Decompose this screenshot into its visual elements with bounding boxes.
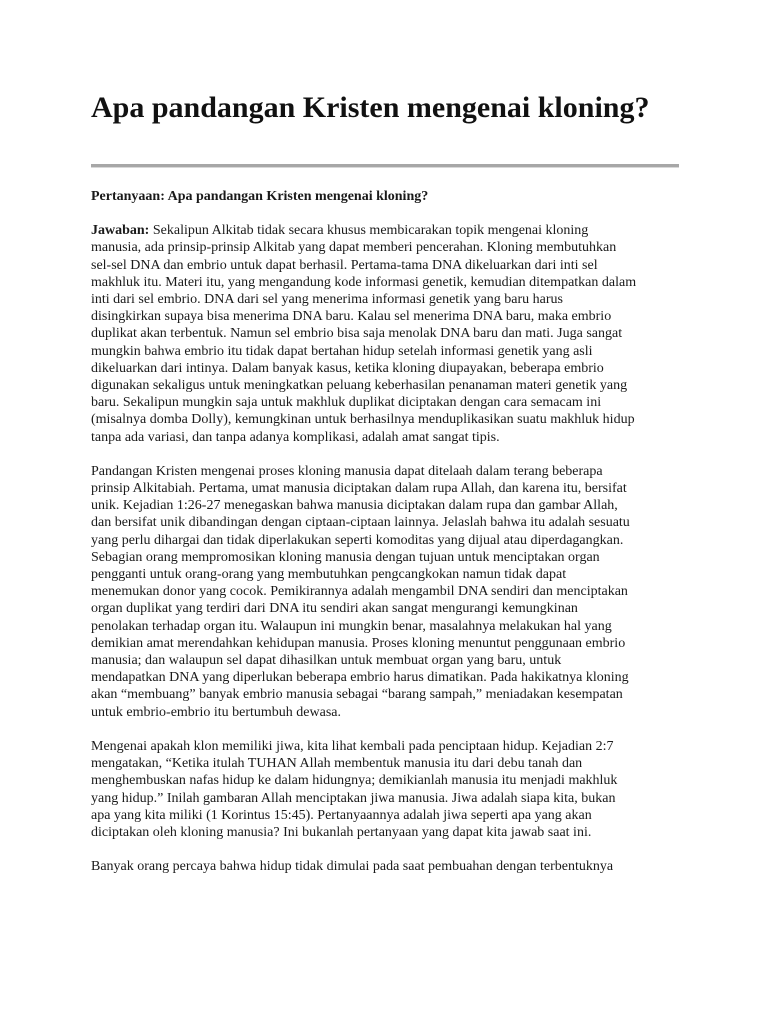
paragraph-line: pengganti untuk orang-orang yang membutuhkan pengcangkokan namun tidak dapat xyxy=(91,567,567,583)
paragraph-line: makhluk itu. Materi itu, yang mengandung kode informasi genetik, kemudian ditempatkan dalam xyxy=(91,274,637,290)
paragraph-line: dan bersifat unik dibandingan dengan ciptaan-ciptaan lainnya. Jelaslah bahwa itu adalah sesuatu xyxy=(91,515,630,531)
paragraph-line: menghembuskan nafas hidup ke dalam hidungnya; demikianlah manusia itu menjadi makhluk xyxy=(91,773,618,789)
paragraph-line: yang perlu dihargai dan tidak diperlakukan seperti komoditas yang dijual atau diperdagangkan. xyxy=(91,532,624,548)
paragraph-line: baru. Sekalipun mungkin saja untuk makhluk duplikat diciptakan dengan cara semacam ini xyxy=(91,395,602,411)
paragraph-line: menemukan donor yang cocok. Pemikirannya adalah mengambil DNA sendiri dan menciptakan xyxy=(91,584,628,600)
answer-label: Jawaban: xyxy=(91,223,150,239)
body-paragraph-3 xyxy=(91,738,679,841)
question-text: Pertanyaan: Apa pandangan Kristen mengenai kloning? xyxy=(91,189,429,204)
paragraph-line: penolakan terhadap organ itu. Walaupun ini mungkin benar, masalahnya melakukan hal yang xyxy=(91,618,612,634)
paragraph-line: Mengenai apakah klon memiliki jiwa, kita lihat kembali pada penciptaan hidup. Kejadian 2:7 xyxy=(91,738,614,754)
paragraph-line: yang hidup.” Inilah gambaran Allah menciptakan jiwa manusia. Jiwa adalah siapa kita, bukan xyxy=(91,790,616,806)
paragraph-line: Sebagian orang mempromosikan kloning manusia dengan tujuan untuk menciptakan organ xyxy=(91,549,600,565)
title-divider xyxy=(91,164,679,168)
paragraph-line: tanpa ada variasi, dan tanpa adanya komplikasi, adalah amat sangat tipis. xyxy=(91,429,500,445)
paragraph-line: organ duplikat yang terdiri dari DNA itu sendiri akan sangat mengurangi kemungkinan xyxy=(91,601,578,617)
paragraph-line: Banyak orang percaya bahwa hidup tidak dimulai pada saat pembuahan dengan terbentuknya xyxy=(91,859,614,875)
paragraph-line: inti dari sel embrio. DNA dari sel yang menerima informasi genetik yang baru harus xyxy=(91,292,563,308)
page-title: Apa pandangan Kristen mengenai kloning? xyxy=(91,91,650,124)
paragraph-line: diciptakan oleh kloning manusia? Ini bukanlah pertanyaan yang dapat kita jawab saat ini. xyxy=(91,824,592,840)
paragraph-line: akan “membuang” banyak embrio manusia sebagai “barang sampah,” meniadakan kesempatan xyxy=(91,687,623,703)
paragraph-line: digunakan sekaligus untuk meningkatkan peluang keberhasilan penanaman materi genetik yang xyxy=(91,378,628,394)
paragraph-line: mengatakan, “Ketika itulah TUHAN Allah membentuk manusia itu dari debu tanah dan xyxy=(91,756,583,772)
body-paragraph-4 xyxy=(91,858,679,875)
paragraph-line: manusia; dan walaupun sel dapat dihasilkan untuk membuat organ yang baru, untuk xyxy=(91,653,562,669)
paragraph-line: sel-sel DNA dan embrio untuk dapat berhasil. Pertama-tama DNA dikeluarkan dari inti sel xyxy=(91,257,598,273)
paragraph-line: prinsip Alkitabiah. Pertama, umat manusia diciptakan dalam rupa Allah, dan karena itu, bersifat xyxy=(91,481,627,497)
paragraph-line: apa yang kita miliki (1 Korintus 15:45). Pertanyaannya adalah jiwa seperti apa yang akan xyxy=(91,807,592,823)
body-paragraph-2 xyxy=(91,463,679,721)
paragraph-line: dikeluarkan dari intinya. Dalam banyak kasus, ketika kloning diupayakan, beberapa embrio xyxy=(91,360,604,376)
paragraph-line: unik. Kejadian 1:26-27 menegaskan bahwa manusia diciptakan dalam rupa dan gambar Allah, xyxy=(91,498,618,514)
paragraph-line: Sekalipun Alkitab tidak secara khusus membicarakan topik mengenai kloning xyxy=(149,223,589,239)
paragraph-line: mungkin bahwa embrio itu tidak dapat bertahan hidup setelah informasi genetik yang asli xyxy=(91,343,593,359)
paragraph-line: Pandangan Kristen mengenai proses kloning manusia dapat ditelaah dalam terang beberapa xyxy=(91,463,603,479)
paragraph-line: demikian amat merendahkan kehidupan manusia. Proses kloning menuntut penggunaan embrio xyxy=(91,635,626,651)
paragraph-line: disingkirkan supaya bisa menerima DNA baru. Kalau sel menerima DNA baru, maka embrio xyxy=(91,309,612,325)
answer-first-line xyxy=(91,222,679,239)
paragraph-line: untuk embrio-embrio itu bertumbuh dewasa. xyxy=(91,704,341,720)
answer-paragraph xyxy=(91,222,679,446)
paragraph-line: (misalnya domba Dolly), kemungkinan untuk berhasilnya menduplikasikan suatu makhluk hidup xyxy=(91,412,635,428)
paragraph-line: duplikat akan terbentuk. Namun sel embrio bisa saja menolak DNA baru dan mati. Juga sangat xyxy=(91,326,623,342)
paragraph-line: manusia, ada prinsip-prinsip Alkitab yang dapat memberi pencerahan. Kloning membutuhkan xyxy=(91,240,617,256)
paragraph-line: mendapatkan DNA yang diperlukan beberapa embrio harus dimatikan. Pada hakikatnya kloning xyxy=(91,670,629,686)
